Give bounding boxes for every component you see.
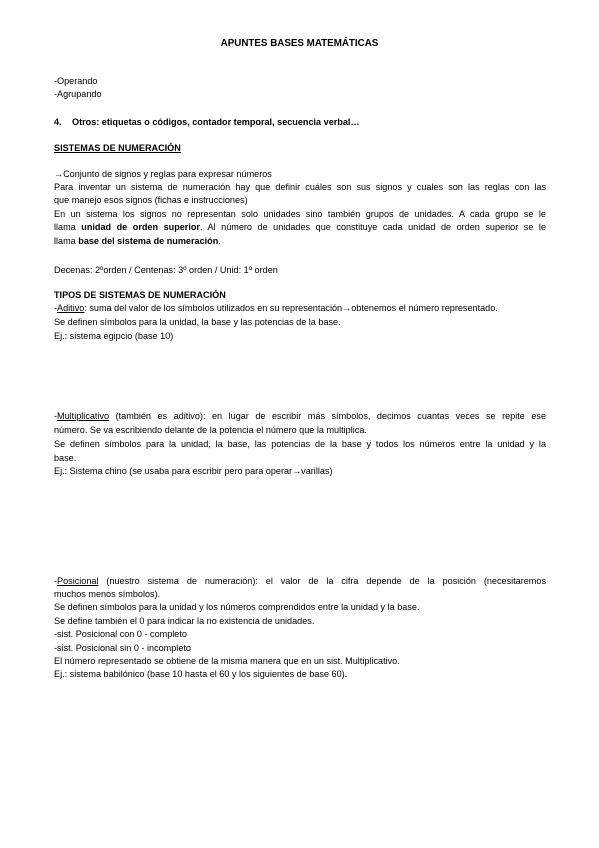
term-aditivo: Aditivo — [57, 303, 85, 313]
decenas-line: Decenas: 2ºorden / Centenas: 3º orden / Unid: 1º orden — [54, 265, 278, 275]
multiplicativo-line-5 — [54, 465, 546, 477]
posicional-line-5: -sist. Posicional con 0 - completo — [54, 629, 187, 639]
multiplicativo-line-3: Se definen símbolos para la unidad, la base, las potencias de la base y todos los números entre la unidad y la — [54, 439, 546, 449]
text-segment: obtenemos el número representado. — [351, 303, 498, 313]
aditivo-line-1 — [54, 302, 546, 314]
text-segment: varillas) — [301, 466, 333, 476]
list-item-operando: -Operando — [54, 76, 98, 86]
posicional-line-3: Se definen símbolos para la unidad y los números comprendidos entre la unidad y la base. — [54, 602, 420, 612]
posicional-line-1 — [54, 575, 546, 587]
multiplicativo-line-2: número. Se va escribiendo delante de la potencia el número que la multiplica. — [54, 425, 367, 435]
multiplicativo-line-1 — [54, 410, 546, 422]
text-segment: (nuestro sistema de numeración): el valor de la cifra depende de la posición (necesitaremos — [98, 576, 546, 586]
posicional-line-7: El número representado se obtiene de la misma manera que en un sist. Multiplicativo. — [54, 656, 400, 666]
dash: - — [54, 576, 58, 586]
multiplicativo-line-4: base. — [54, 453, 77, 463]
sistemas-definition — [54, 168, 546, 180]
sistemas-paragraph-1-line-1: Para inventar un sistema de numeración hay que definir cuáles son sus signos y cuales son las reglas con las — [54, 182, 546, 192]
definition-text: Conjunto de signos y reglas para expresar números — [63, 169, 272, 179]
sistemas-paragraph-1-line-2: que manejo esos signos (fichas e instrucciones) — [54, 195, 248, 205]
term-unidad-orden-superior: unidad de orden superior — [81, 222, 200, 232]
posicional-line-2: muchos menos símbolos). — [54, 589, 161, 599]
arrow-icon: → — [342, 303, 352, 313]
posicional-line-4: Se define también el 0 para indicar la no existencia de unidades. — [54, 616, 315, 626]
dash: - — [54, 411, 58, 421]
text-segment: Ej.: Sistema chino (se usaba para escribir pero para operar — [54, 466, 293, 476]
text-segment: . — [218, 236, 221, 246]
term-multiplicativo: Multiplicativo — [57, 411, 110, 421]
text-segment: (también es aditivo): en lugar de escribir más símbolos, decimos cuantas veces se repite ese — [109, 411, 546, 421]
list-item-agrupando: -Agrupando — [54, 89, 102, 99]
dash: - — [54, 303, 58, 313]
aditivo-line-2: Se definen símbolos para la unidad, la base y las potencias de la base. — [54, 317, 341, 327]
item-4 — [54, 116, 546, 128]
page-title: APUNTES BASES MATEMÁTICAS — [220, 38, 379, 49]
aditivo-line-3: Ej.: sistema egipcio (base 10) — [54, 331, 174, 341]
item-4-text: Otros: etiquetas o códigos, contador temporal, secuencia verbal… — [72, 117, 360, 127]
item-4-number: 4. — [54, 117, 62, 127]
text-segment: llama — [54, 236, 79, 246]
posicional-line-8: Ej.: sistema babilónico (base 10 hasta el 60 y los siguientes de base 60). — [54, 669, 348, 679]
arrow-icon: → — [292, 466, 302, 476]
sistemas-paragraph-2-line-1: En un sistema los signos no representan solo unidades sino también grupos de unidades. A cada grupo se le — [54, 209, 546, 219]
sistemas-paragraph-2-line-2 — [54, 221, 546, 233]
sistemas-paragraph-2-line-3 — [54, 235, 546, 247]
heading-tipos-sistemas: TIPOS DE SISTEMAS DE NUMERACIÓN — [54, 290, 226, 300]
text-segment: : suma del valor de los símbolos utilizados en su representación — [84, 303, 343, 313]
term-posicional: Posicional — [57, 576, 99, 586]
term-base-sistema: base del sistema de numeración — [78, 236, 219, 246]
heading-sistemas-numeracion: SISTEMAS DE NUMERACIÓN — [54, 143, 181, 153]
text-segment: . Al número de unidades que constituye cada unidad de orden superior se le — [199, 222, 547, 232]
arrow-icon: → — [54, 169, 64, 179]
text-segment: llama — [54, 222, 82, 232]
posicional-line-6: -sist. Posicional sin 0 - incompleto — [54, 643, 191, 653]
